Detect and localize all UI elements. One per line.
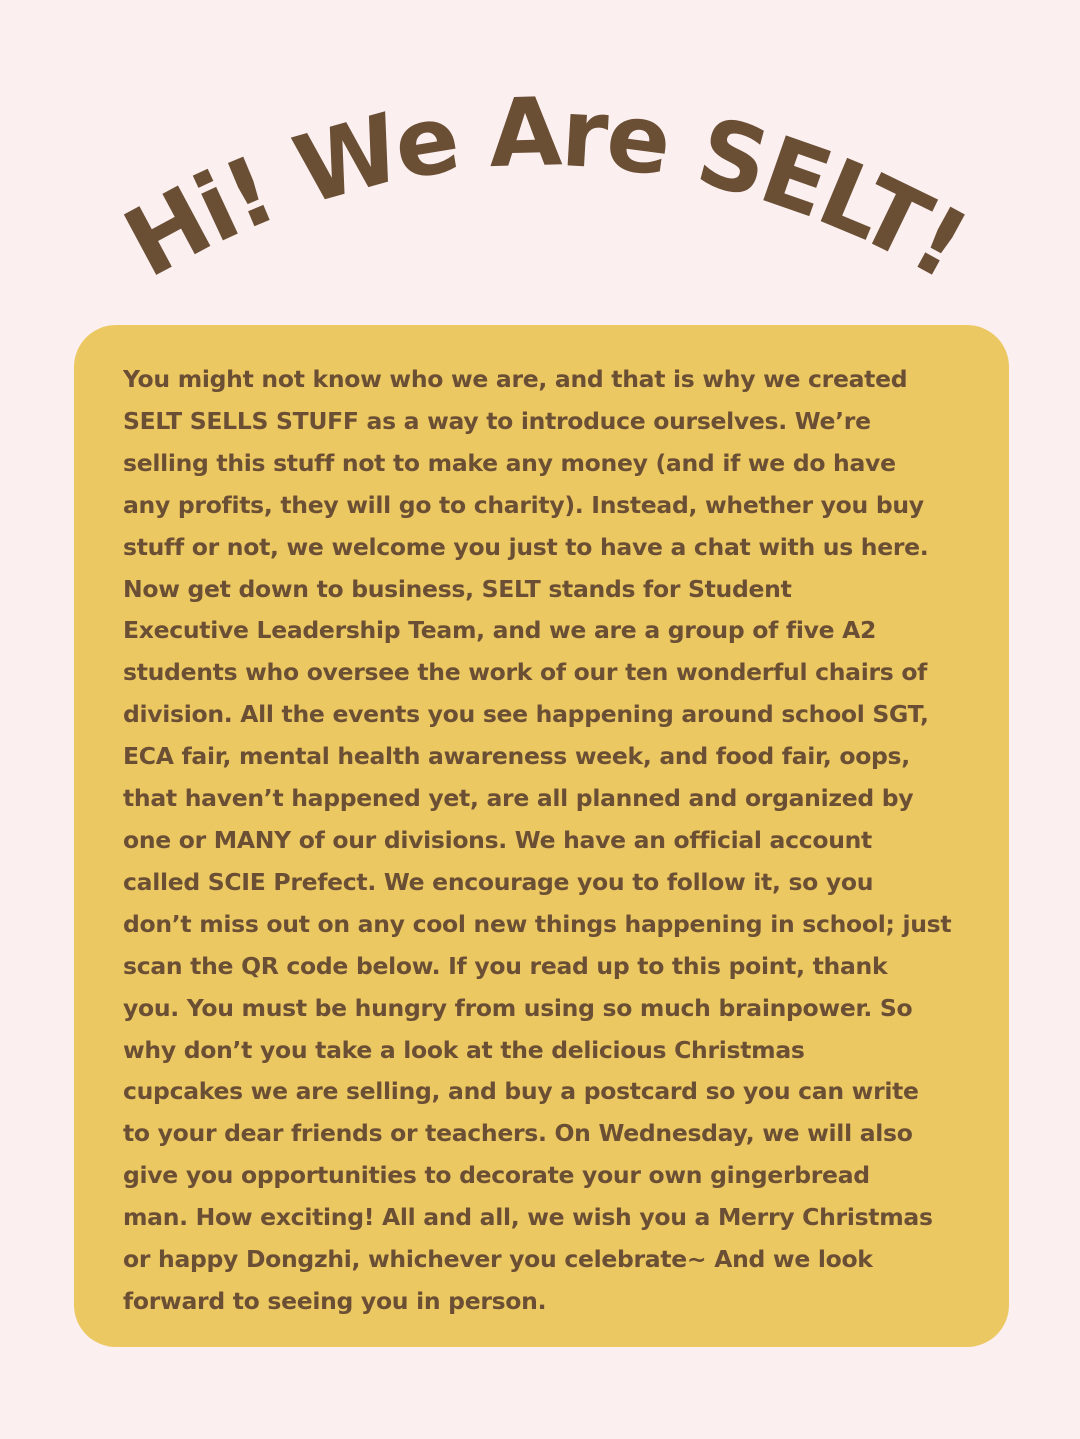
intro-line: give you opportunities to decorate your own gingerbread	[123, 1161, 870, 1190]
intro-line: why don’t you take a look at the delicious Christmas	[123, 1035, 805, 1064]
intro-line: scan the QR code below. If you read up to this point, thank	[123, 951, 888, 980]
intro-line: that haven’t happened yet, are all planned and organized by	[123, 784, 914, 813]
page-headline	[0, 60, 1080, 290]
intro-line: to your dear friends or teachers. On Wednesday, we will also	[123, 1119, 913, 1148]
headline-arc	[0, 60, 1080, 290]
intro-line: students who oversee the work of our ten wonderful chairs of	[123, 658, 928, 687]
intro-line: called SCIE Prefect. We encourage you to follow it, so you	[123, 867, 874, 896]
intro-line: selling this stuff not to make any money (and if we do have	[123, 448, 896, 477]
intro-line: SELT SELLS STUFF as a way to introduce ourselves. We’re	[123, 406, 871, 435]
intro-card	[74, 325, 1009, 1347]
intro-line: one or MANY of our divisions. We have an official account	[123, 825, 872, 854]
intro-line: or happy Dongzhi, whichever you celebrate~ And we look	[123, 1245, 873, 1274]
intro-line: Now get down to business, SELT stands for Student	[123, 574, 792, 603]
intro-line: cupcakes we are selling, and buy a postcard so you can write	[123, 1077, 919, 1106]
intro-line: any profits, they will go to charity). Instead, whether you buy	[123, 490, 924, 519]
intro-line: Executive Leadership Team, and we are a group of five A2	[123, 616, 877, 645]
intro-line: forward to seeing you in person.	[123, 1286, 547, 1315]
intro-line: man. How exciting! All and all, we wish you a Merry Christmas	[123, 1203, 933, 1232]
intro-line: ECA fair, mental health awareness week, and food fair, oops,	[123, 742, 910, 771]
intro-line: stuff or not, we welcome you just to have a chat with us here.	[123, 532, 929, 561]
intro-paragraph	[123, 359, 963, 1323]
intro-line: division. All the events you see happening around school SGT,	[123, 700, 929, 729]
intro-line: don’t miss out on any cool new things happening in school; just	[123, 909, 952, 938]
intro-line: You might not know who we are, and that is why we created	[123, 365, 908, 393]
intro-line: you. You must be hungry from using so much brainpower. So	[123, 993, 913, 1022]
headline-textpath: Hi! We Are SELT!	[108, 78, 983, 290]
headline-text	[108, 78, 982, 290]
